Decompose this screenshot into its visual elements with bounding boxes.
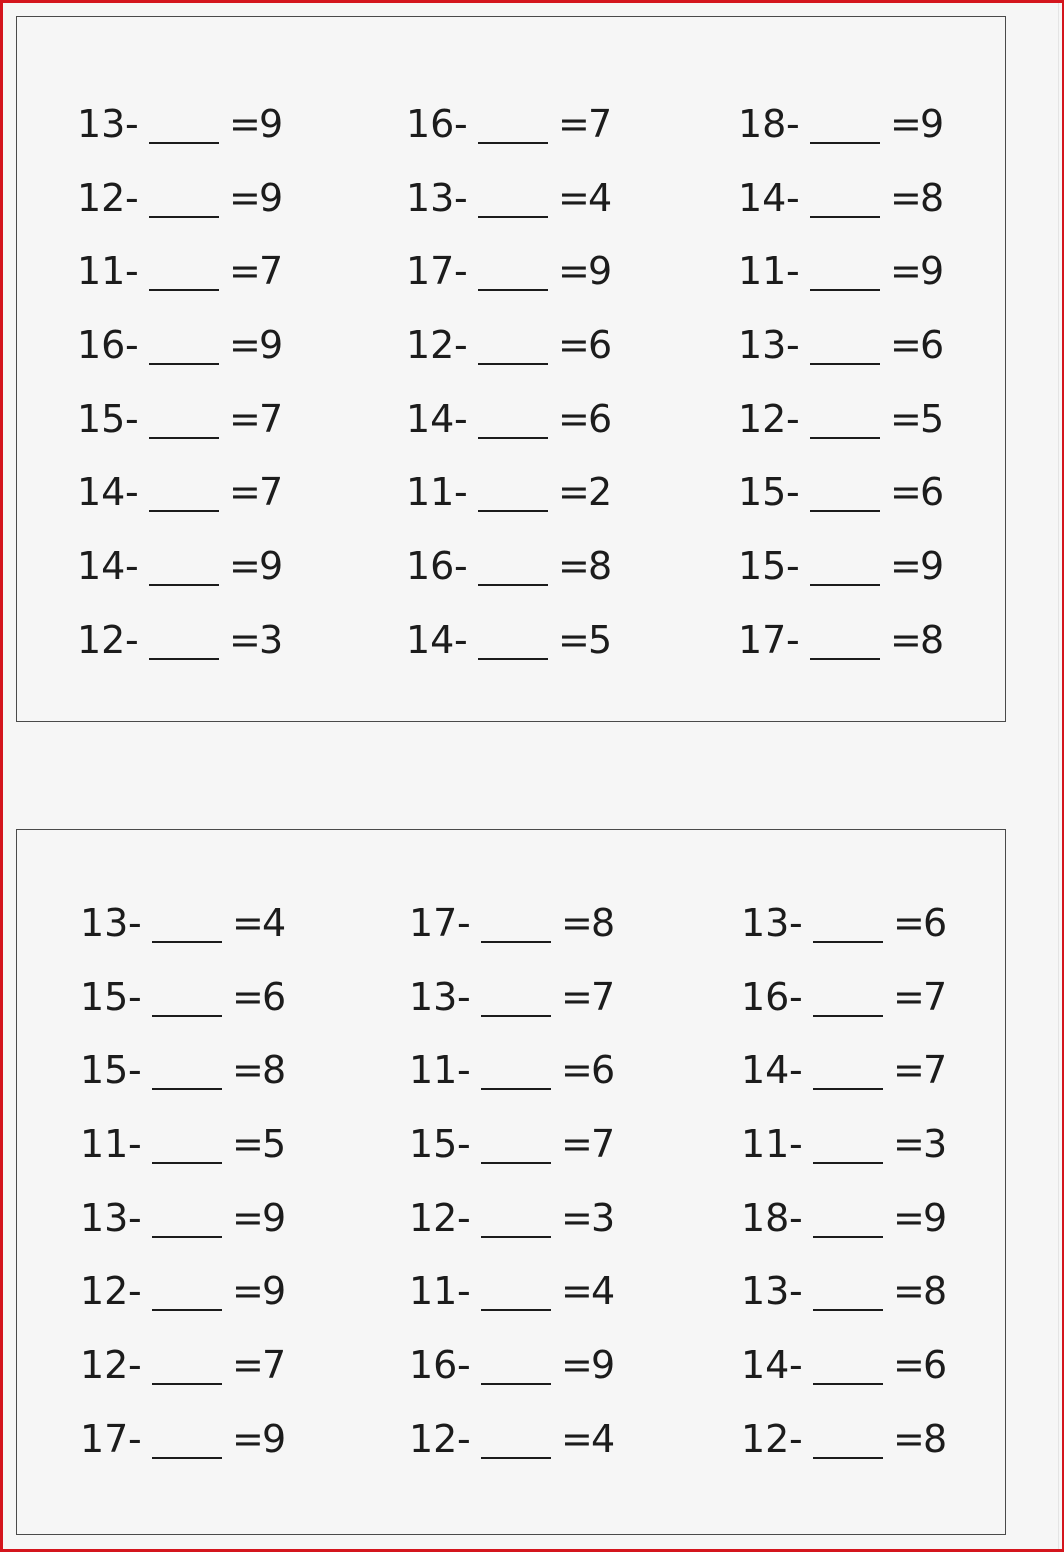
result-number: 8 xyxy=(923,1417,948,1461)
answer-blank[interactable] xyxy=(478,584,548,586)
minus-sign: - xyxy=(125,102,139,146)
minuend-number: 14 xyxy=(406,397,455,441)
minuend-number: 11 xyxy=(406,470,455,514)
result-number: 3 xyxy=(923,1122,948,1166)
result-number: 9 xyxy=(920,102,945,146)
equals-sign: = xyxy=(558,618,590,662)
minus-sign: - xyxy=(128,1417,142,1461)
minuend-number: 17 xyxy=(80,1417,129,1461)
equals-sign: = xyxy=(561,1196,593,1240)
minus-sign: - xyxy=(128,1343,142,1387)
minuend-number: 13 xyxy=(80,901,129,945)
equals-sign: = xyxy=(890,618,922,662)
minus-sign: - xyxy=(789,1269,803,1313)
result-number: 4 xyxy=(591,1269,616,1313)
equals-sign: = xyxy=(893,975,925,1019)
minuend-number: 15 xyxy=(738,544,787,588)
equals-sign: = xyxy=(893,1417,925,1461)
result-number: 5 xyxy=(920,397,945,441)
result-number: 9 xyxy=(259,544,284,588)
minuend-number: 18 xyxy=(741,1196,790,1240)
equals-sign: = xyxy=(561,1048,593,1092)
result-number: 8 xyxy=(923,1269,948,1313)
minus-sign: - xyxy=(454,249,468,293)
minus-sign: - xyxy=(454,397,468,441)
minus-sign: - xyxy=(786,544,800,588)
equals-sign: = xyxy=(558,249,590,293)
minus-sign: - xyxy=(786,323,800,367)
equals-sign: = xyxy=(890,102,922,146)
result-number: 6 xyxy=(923,1343,948,1387)
page-edge-rule xyxy=(1058,3,1059,1549)
minus-sign: - xyxy=(457,1122,471,1166)
answer-blank[interactable] xyxy=(810,584,880,586)
minus-sign: - xyxy=(454,618,468,662)
result-number: 7 xyxy=(591,975,616,1019)
answer-blank[interactable] xyxy=(478,363,548,365)
minuend-number: 13 xyxy=(741,901,790,945)
minuend-number: 12 xyxy=(80,1269,129,1313)
answer-blank[interactable] xyxy=(149,289,219,291)
equals-sign: = xyxy=(890,544,922,588)
minuend-number: 16 xyxy=(409,1343,458,1387)
minuend-number: 12 xyxy=(406,323,455,367)
equals-sign: = xyxy=(232,1048,264,1092)
answer-blank[interactable] xyxy=(813,1162,883,1164)
result-number: 6 xyxy=(588,323,613,367)
result-number: 5 xyxy=(262,1122,287,1166)
equals-sign: = xyxy=(561,1122,593,1166)
answer-blank[interactable] xyxy=(152,1088,222,1090)
minuend-number: 13 xyxy=(741,1269,790,1313)
result-number: 6 xyxy=(920,323,945,367)
minus-sign: - xyxy=(125,618,139,662)
result-number: 9 xyxy=(262,1417,287,1461)
result-number: 6 xyxy=(920,470,945,514)
equals-sign: = xyxy=(229,544,261,588)
minus-sign: - xyxy=(786,397,800,441)
answer-blank[interactable] xyxy=(152,1162,222,1164)
minus-sign: - xyxy=(125,323,139,367)
result-number: 7 xyxy=(923,975,948,1019)
minuend-number: 12 xyxy=(80,1343,129,1387)
minus-sign: - xyxy=(454,470,468,514)
answer-blank[interactable] xyxy=(478,142,548,144)
equals-sign: = xyxy=(558,397,590,441)
answer-blank[interactable] xyxy=(813,1088,883,1090)
minus-sign: - xyxy=(786,618,800,662)
result-number: 7 xyxy=(591,1122,616,1166)
answer-blank[interactable] xyxy=(481,1383,551,1385)
answer-blank[interactable] xyxy=(810,510,880,512)
answer-blank[interactable] xyxy=(152,1015,222,1017)
equals-sign: = xyxy=(890,323,922,367)
equals-sign: = xyxy=(893,1048,925,1092)
minus-sign: - xyxy=(125,176,139,220)
result-number: 8 xyxy=(588,544,613,588)
result-number: 9 xyxy=(588,249,613,293)
minuend-number: 17 xyxy=(406,249,455,293)
answer-blank[interactable] xyxy=(481,1088,551,1090)
equals-sign: = xyxy=(893,1269,925,1313)
minuend-number: 15 xyxy=(80,1048,129,1092)
answer-blank[interactable] xyxy=(149,584,219,586)
equals-sign: = xyxy=(561,1417,593,1461)
equals-sign: = xyxy=(890,249,922,293)
equals-sign: = xyxy=(890,176,922,220)
answer-blank[interactable] xyxy=(813,941,883,943)
minus-sign: - xyxy=(128,975,142,1019)
equals-sign: = xyxy=(232,1122,264,1166)
equals-sign: = xyxy=(229,102,261,146)
result-number: 6 xyxy=(591,1048,616,1092)
minus-sign: - xyxy=(128,1122,142,1166)
answer-blank[interactable] xyxy=(813,1383,883,1385)
result-number: 9 xyxy=(920,544,945,588)
worksheet-panel-1 xyxy=(16,16,1006,722)
minuend-number: 17 xyxy=(738,618,787,662)
equals-sign: = xyxy=(561,975,593,1019)
equals-sign: = xyxy=(890,397,922,441)
result-number: 7 xyxy=(259,470,284,514)
result-number: 8 xyxy=(920,176,945,220)
result-number: 7 xyxy=(262,1343,287,1387)
minuend-number: 12 xyxy=(738,397,787,441)
minuend-number: 14 xyxy=(406,618,455,662)
equals-sign: = xyxy=(232,901,264,945)
result-number: 9 xyxy=(259,102,284,146)
result-number: 9 xyxy=(259,176,284,220)
minuend-number: 16 xyxy=(77,323,126,367)
minuend-number: 15 xyxy=(77,397,126,441)
minuend-number: 16 xyxy=(741,975,790,1019)
result-number: 9 xyxy=(920,249,945,293)
minus-sign: - xyxy=(125,249,139,293)
worksheet-panel-2 xyxy=(16,829,1006,1535)
minus-sign: - xyxy=(786,249,800,293)
equals-sign: = xyxy=(229,323,261,367)
minuend-number: 14 xyxy=(741,1048,790,1092)
equals-sign: = xyxy=(890,470,922,514)
equals-sign: = xyxy=(893,1122,925,1166)
equals-sign: = xyxy=(232,975,264,1019)
minus-sign: - xyxy=(789,1122,803,1166)
minuend-number: 11 xyxy=(80,1122,129,1166)
result-number: 8 xyxy=(920,618,945,662)
minuend-number: 13 xyxy=(409,975,458,1019)
answer-blank[interactable] xyxy=(149,437,219,439)
minus-sign: - xyxy=(457,1269,471,1313)
equals-sign: = xyxy=(229,249,261,293)
equals-sign: = xyxy=(558,323,590,367)
result-number: 8 xyxy=(591,901,616,945)
minus-sign: - xyxy=(786,102,800,146)
minuend-number: 11 xyxy=(741,1122,790,1166)
answer-blank[interactable] xyxy=(481,1236,551,1238)
result-number: 9 xyxy=(259,323,284,367)
minuend-number: 13 xyxy=(738,323,787,367)
minuend-number: 12 xyxy=(409,1196,458,1240)
result-number: 4 xyxy=(591,1417,616,1461)
minuend-number: 12 xyxy=(77,176,126,220)
minus-sign: - xyxy=(789,901,803,945)
result-number: 9 xyxy=(262,1269,287,1313)
answer-blank[interactable] xyxy=(481,1309,551,1311)
answer-blank[interactable] xyxy=(478,510,548,512)
result-number: 6 xyxy=(262,975,287,1019)
minuend-number: 14 xyxy=(741,1343,790,1387)
minuend-number: 11 xyxy=(409,1048,458,1092)
minuend-number: 11 xyxy=(409,1269,458,1313)
equals-sign: = xyxy=(893,1196,925,1240)
equals-sign: = xyxy=(561,1269,593,1313)
minus-sign: - xyxy=(789,1048,803,1092)
equals-sign: = xyxy=(893,1343,925,1387)
result-number: 3 xyxy=(259,618,284,662)
minus-sign: - xyxy=(128,901,142,945)
result-number: 9 xyxy=(262,1196,287,1240)
answer-blank[interactable] xyxy=(810,437,880,439)
minuend-number: 12 xyxy=(77,618,126,662)
answer-blank[interactable] xyxy=(813,1236,883,1238)
minus-sign: - xyxy=(454,544,468,588)
result-number: 7 xyxy=(259,397,284,441)
equals-sign: = xyxy=(229,618,261,662)
equals-sign: = xyxy=(558,470,590,514)
minus-sign: - xyxy=(786,470,800,514)
equals-sign: = xyxy=(558,102,590,146)
answer-blank[interactable] xyxy=(481,941,551,943)
result-number: 9 xyxy=(591,1343,616,1387)
minus-sign: - xyxy=(457,1343,471,1387)
equals-sign: = xyxy=(558,544,590,588)
equals-sign: = xyxy=(229,397,261,441)
result-number: 7 xyxy=(588,102,613,146)
minus-sign: - xyxy=(789,975,803,1019)
answer-blank[interactable] xyxy=(152,1309,222,1311)
minus-sign: - xyxy=(128,1196,142,1240)
result-number: 7 xyxy=(259,249,284,293)
result-number: 7 xyxy=(923,1048,948,1092)
answer-blank[interactable] xyxy=(810,289,880,291)
equals-sign: = xyxy=(232,1343,264,1387)
minus-sign: - xyxy=(789,1417,803,1461)
minus-sign: - xyxy=(457,1196,471,1240)
minus-sign: - xyxy=(786,176,800,220)
minus-sign: - xyxy=(457,1417,471,1461)
minuend-number: 15 xyxy=(409,1122,458,1166)
answer-blank[interactable] xyxy=(149,510,219,512)
equals-sign: = xyxy=(232,1269,264,1313)
minus-sign: - xyxy=(789,1343,803,1387)
minuend-number: 11 xyxy=(77,249,126,293)
answer-blank[interactable] xyxy=(813,1015,883,1017)
minuend-number: 16 xyxy=(406,102,455,146)
minuend-number: 13 xyxy=(406,176,455,220)
minuend-number: 13 xyxy=(80,1196,129,1240)
minuend-number: 14 xyxy=(738,176,787,220)
answer-blank[interactable] xyxy=(152,1457,222,1459)
minus-sign: - xyxy=(789,1196,803,1240)
minus-sign: - xyxy=(125,544,139,588)
minus-sign: - xyxy=(128,1048,142,1092)
minuend-number: 15 xyxy=(80,975,129,1019)
answer-blank[interactable] xyxy=(149,216,219,218)
equals-sign: = xyxy=(558,176,590,220)
equals-sign: = xyxy=(893,901,925,945)
answer-blank[interactable] xyxy=(481,1015,551,1017)
answer-blank[interactable] xyxy=(478,437,548,439)
answer-blank[interactable] xyxy=(810,363,880,365)
minuend-number: 17 xyxy=(409,901,458,945)
minus-sign: - xyxy=(125,470,139,514)
answer-blank[interactable] xyxy=(149,658,219,660)
answer-blank[interactable] xyxy=(478,289,548,291)
answer-blank[interactable] xyxy=(478,658,548,660)
equals-sign: = xyxy=(561,901,593,945)
answer-blank[interactable] xyxy=(810,142,880,144)
result-number: 9 xyxy=(923,1196,948,1240)
minuend-number: 15 xyxy=(738,470,787,514)
minus-sign: - xyxy=(454,323,468,367)
answer-blank[interactable] xyxy=(481,1162,551,1164)
result-number: 6 xyxy=(923,901,948,945)
minuend-number: 12 xyxy=(409,1417,458,1461)
answer-blank[interactable] xyxy=(813,1457,883,1459)
equals-sign: = xyxy=(232,1417,264,1461)
minuend-number: 11 xyxy=(738,249,787,293)
result-number: 2 xyxy=(588,470,613,514)
equals-sign: = xyxy=(561,1343,593,1387)
minus-sign: - xyxy=(457,901,471,945)
result-number: 4 xyxy=(588,176,613,220)
result-number: 5 xyxy=(588,618,613,662)
minuend-number: 13 xyxy=(77,102,126,146)
answer-blank[interactable] xyxy=(152,1383,222,1385)
result-number: 8 xyxy=(262,1048,287,1092)
minus-sign: - xyxy=(457,1048,471,1092)
minuend-number: 14 xyxy=(77,544,126,588)
answer-blank[interactable] xyxy=(478,216,548,218)
equals-sign: = xyxy=(232,1196,264,1240)
minus-sign: - xyxy=(125,397,139,441)
equals-sign: = xyxy=(229,470,261,514)
minuend-number: 12 xyxy=(741,1417,790,1461)
minus-sign: - xyxy=(457,975,471,1019)
answer-blank[interactable] xyxy=(149,142,219,144)
equals-sign: = xyxy=(229,176,261,220)
minuend-number: 14 xyxy=(77,470,126,514)
minus-sign: - xyxy=(128,1269,142,1313)
answer-blank[interactable] xyxy=(481,1457,551,1459)
answer-blank[interactable] xyxy=(149,363,219,365)
minuend-number: 16 xyxy=(406,544,455,588)
answer-blank[interactable] xyxy=(813,1309,883,1311)
result-number: 4 xyxy=(262,901,287,945)
answer-blank[interactable] xyxy=(810,658,880,660)
result-number: 6 xyxy=(588,397,613,441)
minuend-number: 18 xyxy=(738,102,787,146)
result-number: 3 xyxy=(591,1196,616,1240)
minus-sign: - xyxy=(454,102,468,146)
answer-blank[interactable] xyxy=(152,1236,222,1238)
minus-sign: - xyxy=(454,176,468,220)
answer-blank[interactable] xyxy=(810,216,880,218)
answer-blank[interactable] xyxy=(152,941,222,943)
